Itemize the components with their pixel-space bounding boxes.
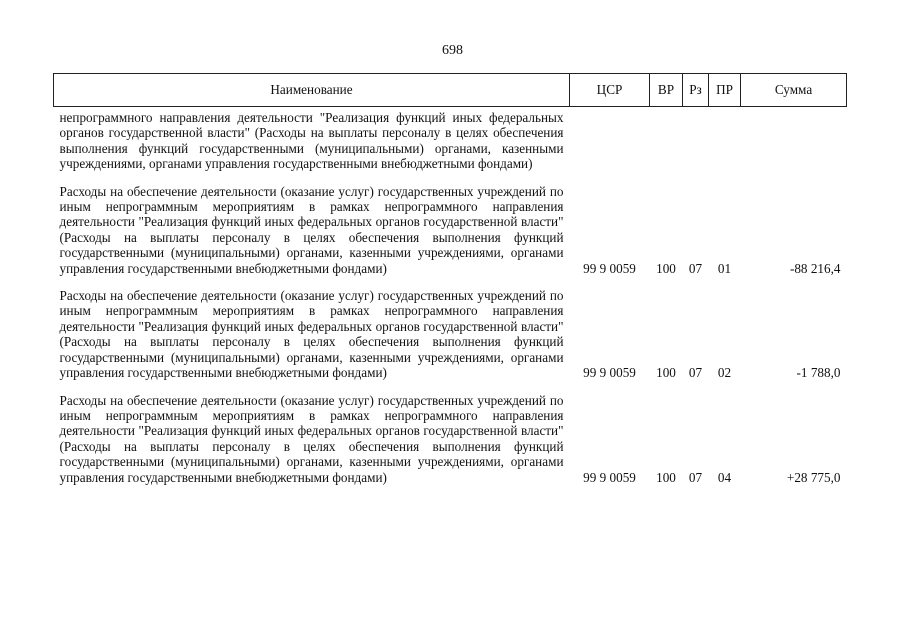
row-pr: 04 xyxy=(717,469,732,485)
table-row xyxy=(54,393,847,485)
table-row xyxy=(54,184,847,276)
table-header xyxy=(54,74,847,107)
row-vr: 100 xyxy=(656,469,676,485)
row-pr xyxy=(709,107,741,172)
header-pr: ПР xyxy=(709,74,741,107)
row-sum: -88 216,4 xyxy=(789,260,841,276)
row-csr: 99 9 0059 xyxy=(583,365,636,381)
table-row xyxy=(54,107,847,172)
row-name: Расходы на обеспечение деятельности (оказание услуг) государственных учреждений по иным непрограммным мероприятиям в рамках непрограммного направления деятельности "Реализация функций иных федеральных органов государственной власти" (Расходы на выплаты персоналу в целях обеспечения выполнения функций государственными (муниципальными) органами, казенными учреждениями, органами управления государственными внебюджетными фондами) xyxy=(59,183,564,276)
row-spacer xyxy=(54,172,847,184)
row-pr: 02 xyxy=(717,365,732,381)
row-spacer xyxy=(54,381,847,393)
header-csr: ЦСР xyxy=(570,74,650,107)
row-pr: 01 xyxy=(717,260,732,276)
row-rz xyxy=(683,107,709,172)
table-row xyxy=(54,288,847,380)
row-name: Расходы на обеспечение деятельности (оказание услуг) государственных учреждений по иным непрограммным мероприятиям в рамках непрограммного направления деятельности "Реализация функций иных федеральных органов государственной власти" (Расходы на выплаты персоналу в целях обеспечения выполнения функций государственными (муниципальными) органами, казенными учреждениями, органами управления государственными внебюджетными фондами) xyxy=(59,392,564,485)
page-number: 698 xyxy=(442,43,463,58)
row-spacer xyxy=(54,276,847,288)
row-sum: +28 775,0 xyxy=(786,469,841,485)
header-sum: Сумма xyxy=(741,74,847,107)
row-name: непрограммного направления деятельности "Реализация функций иных федеральных органов государственной власти" (Расходы на выплаты персоналу в целях обеспечения выполнения функций государственными (муниципальными) органами, казенными учреждениями, органами управления государственными внебюджетными фондами) xyxy=(59,110,564,172)
budget-table xyxy=(53,73,847,485)
header-name: Наименование xyxy=(54,74,570,107)
row-vr: 100 xyxy=(656,365,676,381)
row-rz: 07 xyxy=(688,365,703,381)
row-name: Расходы на обеспечение деятельности (оказание услуг) государственных учреждений по иным непрограммным мероприятиям в рамках непрограммного направления деятельности "Реализация функций иных федеральных органов государственной власти" (Расходы на выплаты персоналу в целях обеспечения выполнения функций государственными (муниципальными) органами, казенными учреждениями, органами управления государственными внебюджетными фондами) xyxy=(59,288,564,381)
row-rz: 07 xyxy=(688,469,703,485)
row-csr: 99 9 0059 xyxy=(583,260,636,276)
header-vr: ВР xyxy=(650,74,683,107)
header-rz: Рз xyxy=(683,74,709,107)
row-vr xyxy=(650,107,683,172)
row-csr: 99 9 0059 xyxy=(583,469,636,485)
row-csr xyxy=(570,107,650,172)
row-vr: 100 xyxy=(656,260,676,276)
row-sum xyxy=(741,107,847,172)
row-rz: 07 xyxy=(688,260,703,276)
row-sum: -1 788,0 xyxy=(796,365,841,381)
